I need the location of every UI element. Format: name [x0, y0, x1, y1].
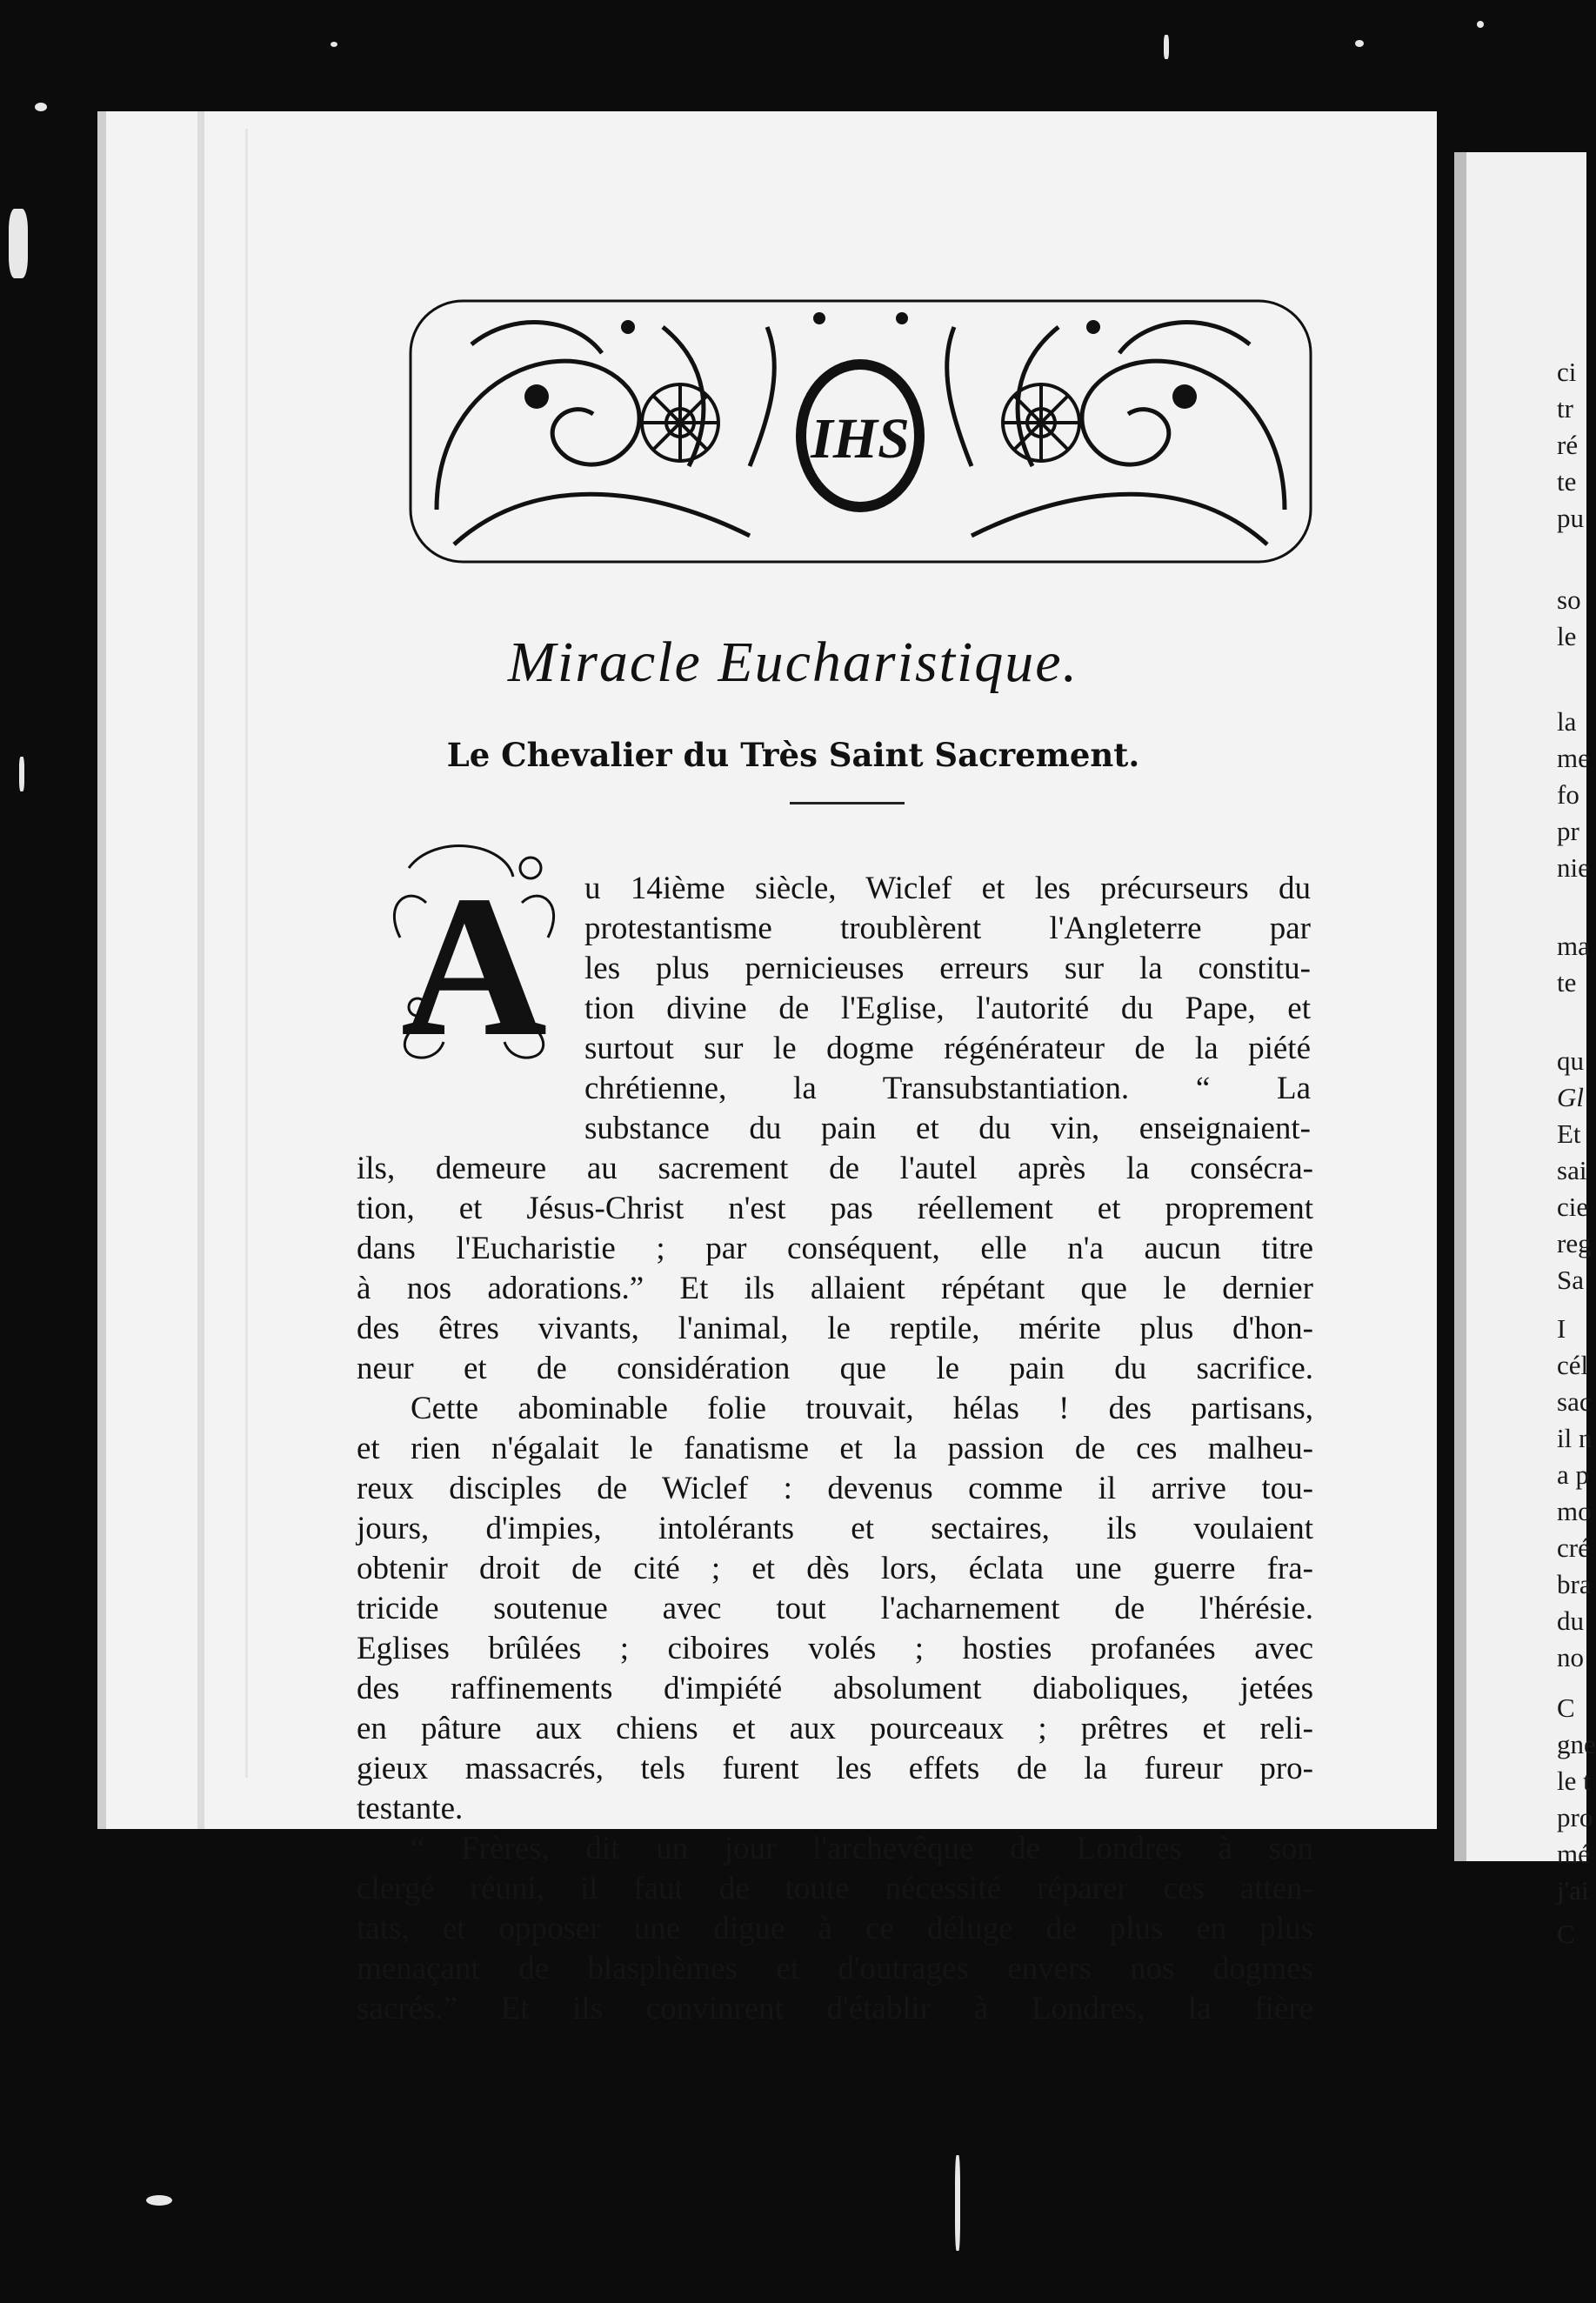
- body-line: à nos adorations.” Et ils allaient répétant que le dernier: [357, 1271, 1313, 1306]
- body-line: jours, d'impies, intolérants et sectaires, ils voulaient: [357, 1511, 1313, 1546]
- page-gutter-line: [245, 129, 248, 1778]
- body-line: menaçant de blasphèmes et d'outrages envers nos dogmes: [357, 1951, 1313, 1986]
- chapter-subtitle: Le Chevalier du Très Saint Sacrement.: [446, 736, 1140, 774]
- right-page-line: qu: [1557, 1045, 1584, 1076]
- right-page-line: il n: [1557, 1423, 1593, 1453]
- body-line: u 14ième siècle, Wiclef et les précurseurs du: [584, 871, 1311, 906]
- right-page-line: nie: [1557, 852, 1590, 883]
- scan-speck: [1477, 21, 1484, 28]
- body-line: dans l'Eucharistie ; par conséquent, elle n'a aucun titre: [357, 1231, 1313, 1266]
- scan-speck: [955, 2155, 960, 2251]
- body-line: Eglises brûlées ; ciboires volés ; hosties profanées avec: [357, 1631, 1313, 1666]
- page-gutter: [197, 111, 204, 1829]
- right-page-line: pr: [1557, 816, 1579, 846]
- right-page-edge: [1454, 152, 1466, 1861]
- title-rule: [790, 802, 905, 804]
- drop-cap-ornament: [383, 833, 565, 1077]
- scan-speck: [1355, 40, 1364, 47]
- right-page-line: sac: [1557, 1386, 1592, 1417]
- right-page-line: Et: [1557, 1118, 1581, 1149]
- body-line: gieux massacrés, tels furent les effets de la fureur pro-: [357, 1751, 1313, 1786]
- body-line: tats, et opposer une digue à ce déluge de plus en plus: [357, 1911, 1313, 1946]
- svg-text:A: A: [401, 855, 547, 1077]
- right-page-line: so: [1557, 584, 1581, 615]
- ihs-medallion: [796, 359, 925, 512]
- right-page-line: le t: [1557, 1766, 1591, 1796]
- right-page-line: cél: [1557, 1350, 1589, 1380]
- right-page-line: reg: [1557, 1228, 1592, 1258]
- body-line: Cette abominable folie trouvait, hélas ! des partisans,: [411, 1391, 1313, 1426]
- body-line: protestantisme troublèrent l'Angleterre par: [584, 911, 1311, 946]
- right-page-line: te: [1557, 466, 1577, 497]
- right-page-line: a p: [1557, 1459, 1590, 1490]
- body-line: obtenir droit de cité ; et dès lors, éclata une guerre fra-: [357, 1551, 1313, 1586]
- body-line: “ Frères, dit un jour l'archevêque de Londres à son: [411, 1831, 1313, 1866]
- right-page-line: ci: [1557, 357, 1577, 387]
- body-line: tion divine de l'Eglise, l'autorité du Pape, et: [584, 991, 1311, 1026]
- body-line: surtout sur le dogme régénérateur de la piété: [584, 1031, 1311, 1066]
- floral-ornament-header: [402, 292, 1319, 571]
- right-page-line: Gl: [1557, 1082, 1584, 1112]
- right-page-line: bra: [1557, 1569, 1592, 1599]
- scan-speck: [146, 2195, 172, 2206]
- body-line: et rien n'égalait le fanatisme et la passion de ces malheu-: [357, 1431, 1313, 1466]
- right-page-line: tr: [1557, 393, 1573, 424]
- right-page-line: le: [1557, 621, 1577, 651]
- chapter-title: Miracle Eucharistique.: [507, 631, 1079, 694]
- body-line: testante.: [357, 1791, 464, 1826]
- body-line: sacrés.” Et ils convinrent d'établir à Londres, la fière: [357, 1991, 1313, 2026]
- right-page-line: no: [1557, 1642, 1584, 1672]
- body-line: des raffinements d'impiété absolument diaboliques, jetées: [357, 1671, 1313, 1706]
- right-page-line: cie: [1557, 1192, 1589, 1222]
- scan-speck: [35, 103, 47, 111]
- body-line: substance du pain et du vin, enseignaient-: [584, 1111, 1311, 1146]
- right-page-line: pro: [1557, 1802, 1593, 1832]
- body-line: chrétienne, la Transubstantiation. “ La: [584, 1071, 1311, 1106]
- scan-speck: [331, 42, 337, 47]
- right-page-line: sai: [1557, 1155, 1587, 1185]
- body-line: des êtres vivants, l'animal, le reptile, mérite plus d'hon-: [357, 1311, 1313, 1346]
- body-line: les plus pernicieuses erreurs sur la constitu-: [584, 951, 1311, 986]
- right-page-line: fo: [1557, 779, 1579, 810]
- body-line: clergé réuni, il faut de toute nécessité réparer ces atten-: [357, 1871, 1313, 1906]
- scan-speck: [1164, 35, 1169, 59]
- right-page-line: I: [1557, 1313, 1566, 1344]
- right-page-line: te: [1557, 967, 1577, 998]
- body-line: neur et de considération que le pain du sacrifice.: [357, 1351, 1313, 1386]
- right-page-line: gne: [1557, 1729, 1596, 1759]
- right-page-line: cré: [1557, 1532, 1590, 1563]
- scan-speck: [9, 209, 28, 278]
- body-line: tricide soutenue avec tout l'acharnement de l'hérésie.: [357, 1591, 1313, 1626]
- right-page-line: mé: [1557, 1839, 1590, 1869]
- right-page-line: mo: [1557, 1496, 1592, 1526]
- right-page-line: Sa: [1557, 1265, 1584, 1295]
- right-page-line: C: [1557, 1692, 1575, 1723]
- right-page-line: j'ai: [1557, 1875, 1589, 1906]
- body-line: tion, et Jésus-Christ n'est pas réellement et proprement: [357, 1191, 1313, 1226]
- body-line: ils, demeure au sacrement de l'autel après la consécra-: [357, 1151, 1313, 1186]
- right-page-line: ré: [1557, 430, 1579, 460]
- body-line: reux disciples de Wiclef : devenus comme il arrive tou-: [357, 1471, 1313, 1506]
- right-page-line: C: [1557, 1919, 1575, 1949]
- svg-text:IHS: IHS: [811, 407, 910, 471]
- right-page-line: me: [1557, 743, 1590, 773]
- right-page-line: du: [1557, 1605, 1584, 1636]
- right-page-line: pu: [1557, 503, 1584, 533]
- right-page-line: la: [1557, 706, 1577, 737]
- right-page-line: ma: [1557, 931, 1590, 961]
- body-line: en pâture aux chiens et aux pourceaux ; prêtres et reli-: [357, 1711, 1313, 1746]
